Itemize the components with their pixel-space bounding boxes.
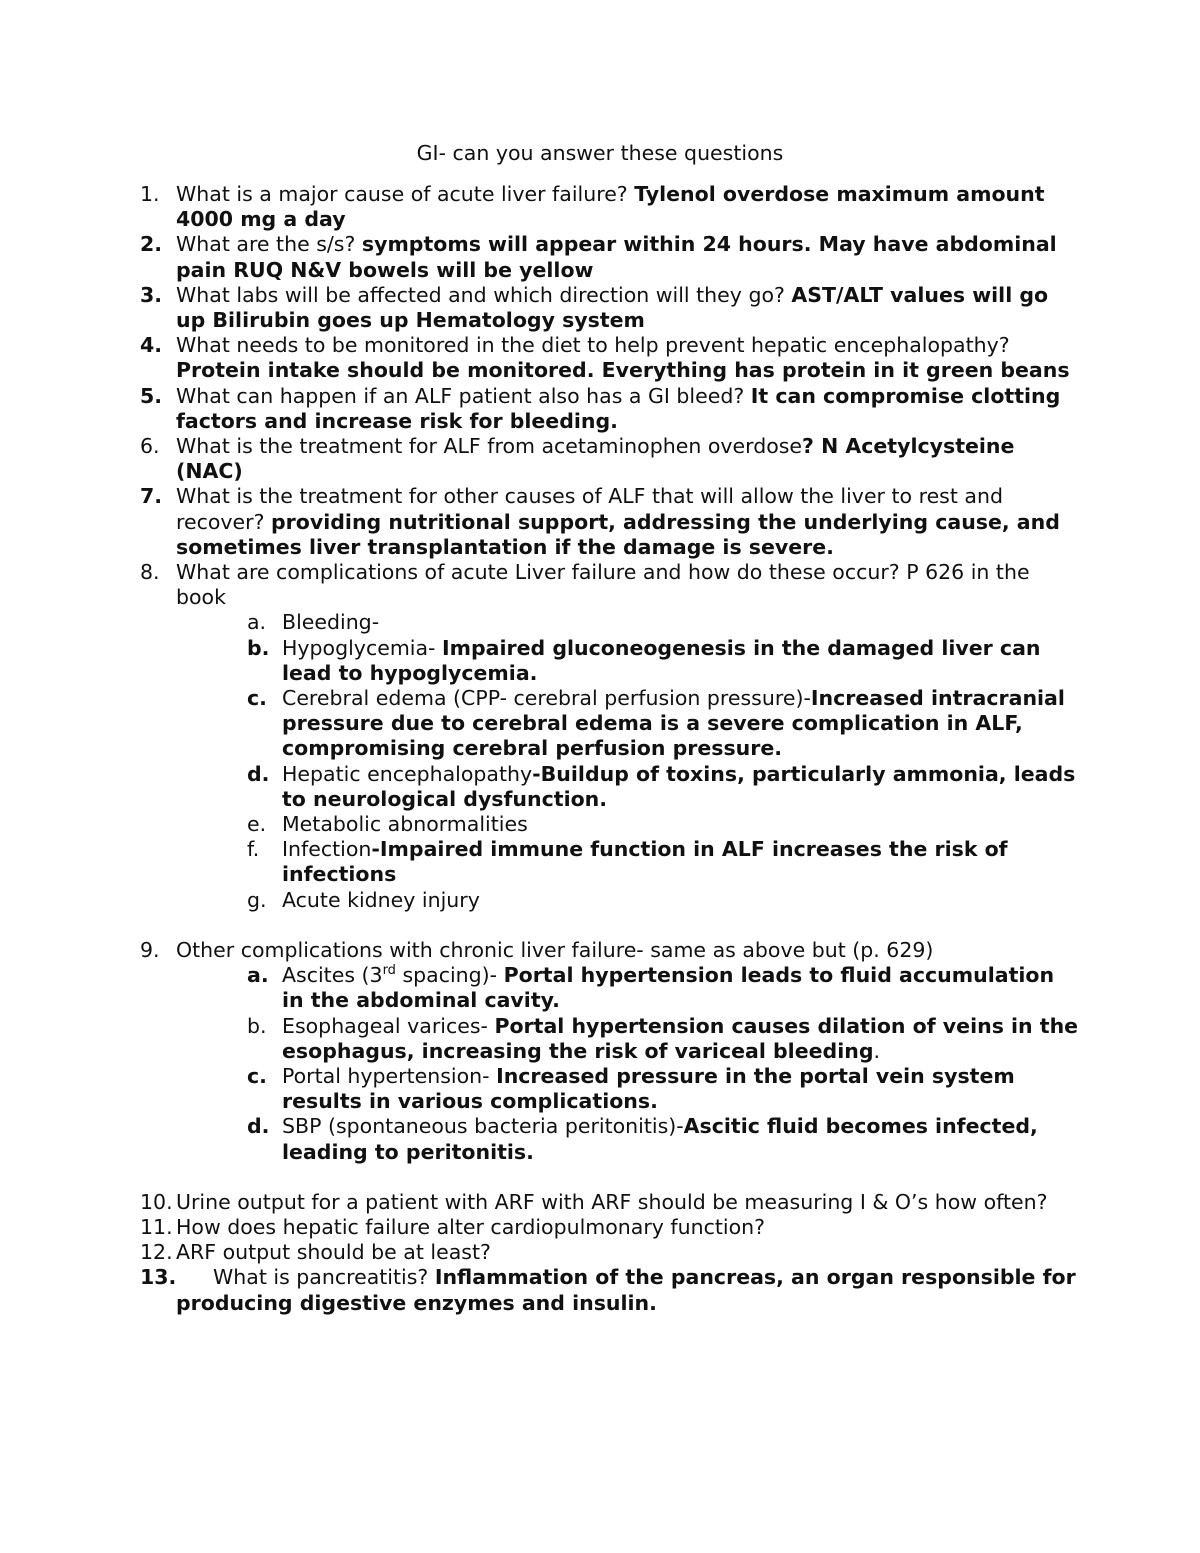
sub-item-answer: Increased pressure in the portal vein system results in various complications.: [282, 1063, 1015, 1114]
sub-item-answer: Portal hypertension causes dilation of veins in the esophagus, increasing the risk of variceal bleeding: [282, 1013, 1079, 1063]
list-item: [0, 182, 1200, 232]
question-text: What is the treatment for other causes of ALF that will allow the liver to rest and recover?: [176, 484, 1003, 534]
sub-item-letter: e.: [247, 812, 267, 837]
superscript: rd: [382, 963, 396, 979]
blank-line: [0, 913, 1200, 938]
question-text: What are complications of acute Liver failure and how do these occur? P 626 in the book: [176, 560, 1030, 610]
item-number: 2.: [140, 232, 163, 257]
answer-text: It can compromise clotting factors and increase risk for bleeding.: [176, 383, 1061, 433]
answer-text: symptoms will appear within 24 hours. May have abdominal pain RUQ N&V bowels will be yellow: [176, 232, 1057, 282]
sub-item-letter: d.: [247, 761, 270, 786]
sub-list-item: [176, 1064, 1080, 1114]
sub-list-item: [176, 888, 1080, 913]
sub-list-item: [176, 837, 1080, 887]
question-text: Other complications with chronic liver failure- same as above but (p. 629): [176, 937, 934, 962]
list-item: [0, 434, 1200, 484]
sub-item-text: Metabolic abnormalities: [282, 812, 528, 837]
sub-item-text: Esophageal varices-: [282, 1013, 495, 1038]
list-item: [0, 333, 1200, 383]
sub-list-item: [176, 686, 1080, 762]
sub-item-text: Cerebral edema (CPP- cerebral perfusion pressure)-: [282, 686, 811, 711]
sub-item-letter: g.: [247, 887, 267, 912]
list-item: [0, 484, 1200, 560]
list-item: [0, 283, 1200, 333]
sub-item-letter: a.: [247, 963, 269, 988]
list-item: [0, 938, 1200, 1165]
answer-text: AST/ALT values will go up Bilirubin goes up Hematology system: [176, 282, 1049, 333]
sub-item-text: Hepatic encephalopathy: [282, 761, 533, 786]
question-list: [0, 182, 1200, 1316]
sub-item-tail: .: [873, 1038, 881, 1063]
sub-item-letter: b.: [247, 635, 270, 660]
sub-item-text: Bleeding-: [282, 610, 380, 635]
sub-item-answer: Impaired gluconeogenesis in the damaged liver can lead to hypoglycemia.: [282, 635, 1041, 685]
question-text: What can happen if an ALF patient also has a GI bleed?: [176, 383, 751, 408]
sub-item-letter: f.: [247, 837, 260, 862]
list-item: [0, 1265, 1200, 1315]
item-number: 5.: [140, 383, 163, 408]
sub-item-letter: d.: [247, 1114, 270, 1139]
item-number: 3.: [140, 282, 163, 307]
question-text: What needs to be monitored in the diet to help prevent hepatic encephalopathy?: [176, 333, 1010, 358]
answer-text: providing nutritional support, addressing the underlying cause, and sometimes liver transplantation if the damage is severe.: [176, 509, 1060, 559]
sub-list-item: [176, 636, 1080, 686]
list-item: [0, 1240, 1200, 1265]
sub-item-answer: Increased intracranial pressure due to cerebral edema is a severe complication in ALF, compromising cerebral perfusion pressure.: [282, 686, 1065, 761]
sub-item-letter: a.: [247, 610, 267, 635]
question-text: Urine output for a patient with ARF with ARF should be measuring I & O’s how often?: [176, 1189, 1048, 1214]
sub-item-answer: -Impaired immune function in ALF increases the risk of infections: [282, 837, 1008, 887]
sub-item-text-cont: spacing)-: [395, 963, 504, 988]
item-number: 4.: [140, 333, 163, 358]
answer-text: Protein intake should be monitored. Everything has protein in it green beans: [176, 358, 1070, 383]
sub-list-item: [176, 963, 1080, 1013]
question-text: What are the s/s?: [176, 232, 362, 257]
item-number: 9.: [140, 937, 160, 962]
sub-item-answer: Portal hypertension leads to fluid accumulation in the abdominal cavity.: [282, 963, 1055, 1013]
sub-item-text: SBP (spontaneous bacteria peritonitis)-: [282, 1114, 684, 1139]
sub-item-letter: c.: [247, 1063, 267, 1088]
item-number: 12.: [140, 1240, 173, 1265]
blank-line: [0, 1165, 1200, 1190]
list-item: [0, 1215, 1200, 1240]
question-text: What is a major cause of acute liver failure?: [176, 182, 635, 206]
answer-text: ? N Acetylcysteine (NAC): [176, 434, 1015, 484]
item-number: 6.: [140, 434, 160, 459]
answer-text: Inflammation of the pancreas, an organ responsible for producing digestive enzymes and insulin.: [176, 1265, 1076, 1315]
question-text: What is pancreatitis?: [213, 1265, 435, 1290]
sub-list-item: [176, 1114, 1080, 1164]
sub-item-letter: c.: [247, 686, 267, 711]
sub-item-letter: b.: [247, 1013, 267, 1038]
sub-item-answer: Ascitic fluid becomes infected, leading to peritonitis.: [282, 1114, 1038, 1164]
item-number: 11.: [140, 1214, 173, 1239]
sub-list-item: [176, 610, 1080, 635]
sub-item-text: Ascites (3: [282, 963, 383, 988]
list-item: [0, 232, 1200, 282]
page-title: GI- can you answer these questions: [416, 141, 784, 165]
item-number: 13.: [140, 1265, 177, 1290]
sub-list: [176, 610, 1080, 912]
sub-list-item: [176, 762, 1080, 812]
sub-item-answer: -Buildup of toxins, particularly ammonia, leads to neurological dysfunction.: [282, 761, 1076, 811]
list-item: [0, 1190, 1200, 1215]
sub-item-text: Infection: [282, 837, 372, 862]
sub-list: [176, 963, 1080, 1165]
sub-item-text: Portal hypertension-: [282, 1063, 497, 1088]
list-item: [0, 384, 1200, 434]
item-number: 7.: [140, 484, 163, 509]
sub-list-item: [176, 1014, 1080, 1064]
sub-item-text: Acute kidney injury: [282, 887, 480, 912]
sub-item-text: Hypoglycemia-: [282, 635, 442, 660]
answer-text: Tylenol overdose maximum amount 4000 mg a day: [176, 182, 1045, 232]
item-number: 8.: [140, 560, 160, 585]
list-item: [0, 560, 1200, 913]
item-number: 10.: [140, 1189, 173, 1214]
item-number: 1.: [140, 182, 160, 206]
question-text: ARF output should be at least?: [176, 1240, 491, 1265]
question-text: What is the treatment for ALF from acetaminophen overdose: [176, 434, 803, 459]
question-text: What labs will be affected and which direction will they go?: [176, 282, 792, 307]
question-text: How does hepatic failure alter cardiopulmonary function?: [176, 1214, 766, 1239]
sub-list-item: [176, 812, 1080, 837]
